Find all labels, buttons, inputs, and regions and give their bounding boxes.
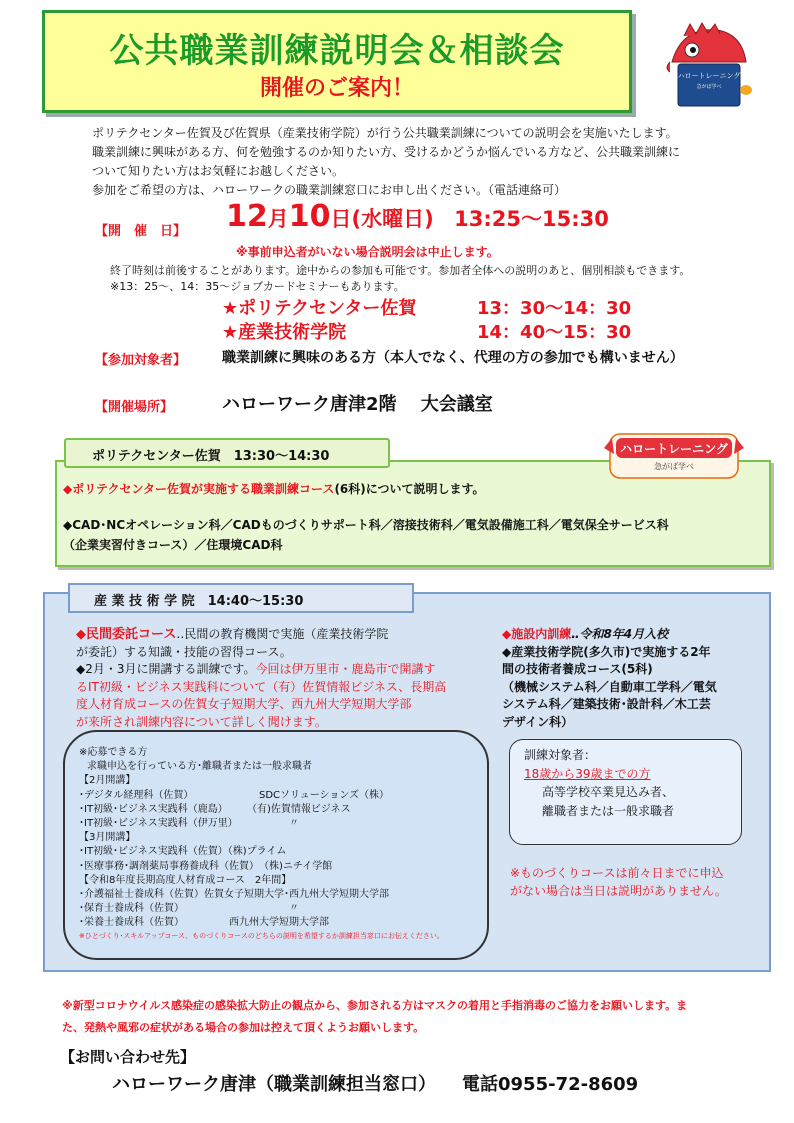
schedule-name-polytech: ★ポリテクセンター佐賀 [222, 298, 417, 319]
polytech-intro [63, 480, 485, 497]
shisetsu-label: ◆施設内訓練 [502, 627, 572, 641]
target-text: 職業訓練に興味のある方（本人でなく、代理の方の参加でも構いません） [222, 350, 684, 366]
list-item: 【3月開講】 [79, 832, 136, 844]
minkan-text-1: ‥民間の教育機関で実施（産業技術学院 [176, 627, 389, 641]
mascot-sign-text: ハロートレーニング [677, 72, 741, 80]
date-day: 10 [288, 199, 331, 234]
date-weekday: (水曜日) [351, 207, 434, 231]
covid-notice: ※新型コロナウイルス感染症の感染拡大防止の観点から、参加される方はマスクの着用と手指消毒のご協力をお願いします。ま た、発熱や風邪の症状がある場合の参加は控えて頂くようお願いします。 [62, 999, 688, 1034]
apply-heading: ※応募できる方 [79, 747, 148, 758]
contact-office: ハローワーク唐津（職業訓練担当窓口） [112, 1074, 436, 1095]
hello-training-badge [600, 428, 748, 484]
minkan-label: ◆民間委託コース [76, 627, 177, 642]
contact-heading: 【お問い合わせ先】 [60, 1048, 196, 1066]
shisetsu-line: 間の技術者養成コース(5科) [502, 662, 653, 676]
intro-paragraph [92, 124, 732, 200]
list-item: ･医療事務･調剤薬局事務養成科（佐賀） （株)ニチイ学館 [79, 860, 333, 872]
intro-line: ついて知りたい方はお気軽にお越しください。 [92, 164, 345, 178]
date-day-unit: 日 [330, 207, 352, 231]
list-item: ･IT初級･ビジネス実践科（佐賀）（株)プライム [79, 846, 287, 858]
shisetsu-line: システム科／建築技術･設計科／木工芸 [502, 697, 711, 711]
target-label: 【参加対象者】 [95, 353, 187, 368]
list-item: ･栄養士養成科（佐賀） 西九州大学短期大学部 [79, 917, 329, 929]
monozukuri-note: ※ものづくりコースは前々日までに申込 がない場合は当日は説明がありません。 [510, 866, 727, 898]
list-item: ･IT初級･ビジネス実践科（鹿島） （有)佐賀情報ビジネス [79, 803, 351, 815]
time-note: 終了時刻は前後することがあります。途中からの参加も可能です。参加者全体への説明のあと、個別相談もできます。 [110, 264, 691, 277]
list-item: 【令和8年度長期高度人材育成コース 2年間】 [79, 874, 292, 886]
badge-text: ハロートレーニング [620, 442, 728, 456]
feb-red-2: るIT初級・ビジネス実践科について（有）佐賀情報ビジネス、長期高 [76, 679, 447, 694]
venue-label: 【開催場所】 [95, 400, 174, 415]
schedule-time-polytech: 13：30～14：30 [477, 298, 632, 319]
apply-who: 求職申込を行っている方･離職者または一般求職者 [87, 761, 312, 773]
polytech-tab: ポリテクセンター佐賀 13:30～14:30 [64, 438, 390, 468]
training-target-line: 離職者または一般求職者 [542, 803, 675, 818]
event-date [226, 199, 609, 234]
list-item: ･デジタル経理科（佐賀） SDCソリューションズ（株） [79, 789, 390, 801]
schedule-name-sangyo: ★産業技術学院 [222, 322, 347, 343]
page-subtitle: 開催のご案内！ [259, 76, 414, 101]
mascot-illustration [662, 22, 754, 114]
polytech-intro-red: ◆ポリテクセンター佐賀が実施する職業訓練コース [63, 482, 335, 496]
list-item: ･保育士養成科（佐賀） 〃 [79, 903, 299, 915]
feb-red-4: が来所され訓練内容について詳しく聞けます。 [76, 714, 327, 729]
shisetsu-date: ‥令和8年4月入校 [571, 627, 669, 641]
page-title: 公共職業訓練説明会＆相談会 [109, 31, 565, 71]
training-target-age: 18歳から39歳までの方 [524, 766, 651, 781]
badge-subtext: 急がば学べ [654, 462, 694, 471]
date-month: 12 [226, 199, 268, 234]
list-item: ･介護福祉士養成科（佐賀）佐賀女子短期大学･西九州大学短期大学部 [79, 889, 389, 901]
mascot-sign-subtext: 急がば学べ [696, 84, 722, 90]
contact-phone: 電話0955-72-8609 [462, 1074, 639, 1095]
intro-line: 職業訓練に興味がある方、何を勉強するのか知りたい方、受けるかどうか悩んでいる方など、公共職業訓練に [92, 145, 681, 159]
shisetsu-course-text [502, 626, 764, 731]
intro-line: ポリテクセンター佐賀及び佐賀県（産業技術学院）が行う公共職業訓練についての説明会を実施いたします。 [92, 126, 678, 140]
sangyo-tab: 産 業 技 術 学 院 14:40～15:30 [68, 583, 414, 613]
apply-list-box [63, 730, 489, 960]
title-banner [42, 10, 632, 113]
list-item: ･IT初級･ビジネス実践科（伊万里） 〃 [79, 818, 299, 830]
intro-line: 参加をご希望の方は、ハローワークの職業訓練窓口にお申し出ください。（電話連絡可） [92, 183, 567, 197]
list-item: 【2月開講】 [79, 775, 136, 787]
date-time: 13:25～15:30 [454, 207, 609, 231]
shisetsu-line: デザイン科） [502, 714, 574, 729]
training-target-line: 高等学校卒業見込み者、 [542, 785, 675, 799]
schedule-time-sangyo: 14：40～15：30 [477, 322, 632, 343]
seminar-note: ※13：25～、14：35～ジョブカードセミナーもあります。 [110, 280, 405, 293]
date-month-unit: 月 [267, 207, 289, 231]
feb-red-3: 度人材育成コースの佐賀女子短期大学、西九州大学短期大学部 [76, 697, 412, 711]
training-target-heading: 訓練対象者： [524, 748, 597, 762]
polytech-courses: ◆CAD･NCオペレーション科／CADものづくりサポート科／溶接技術科／電気設備施工科／電気保全サービス科 [63, 518, 669, 532]
training-target-box [509, 739, 742, 845]
shisetsu-line: （機械システム科／自動車工学科／電気 [502, 679, 717, 694]
minkan-course-text [76, 626, 486, 731]
contact-line [112, 1070, 638, 1096]
minkan-text-2: が委託）する知識・技能の習得コース。 [76, 644, 292, 659]
apply-footnote: ※ひとづくり･スキルアップコース、ものづくりコースのどちらの説明を希望するか訓練担当窓口にお伝えください。 [79, 931, 444, 940]
venue-text: ハローワーク唐津2階 大会議室 [222, 394, 493, 415]
polytech-courses-cont: （企業実習付きコース）／住環境CAD科 [63, 538, 283, 552]
feb-march-text: ◆2月・3月に開講する訓練です。 [76, 662, 256, 676]
cancel-note: ※事前申込者がいない場合説明会は中止します。 [236, 245, 499, 259]
shisetsu-line: ◆産業技術学院(多久市)で実施する2年 [502, 644, 711, 659]
feb-red-1: 今回は伊万里市・鹿島市で開講す [255, 662, 436, 676]
date-label: 【開 催 日】 [95, 224, 187, 239]
polytech-intro-rest: (6科)について説明します。 [334, 482, 485, 496]
